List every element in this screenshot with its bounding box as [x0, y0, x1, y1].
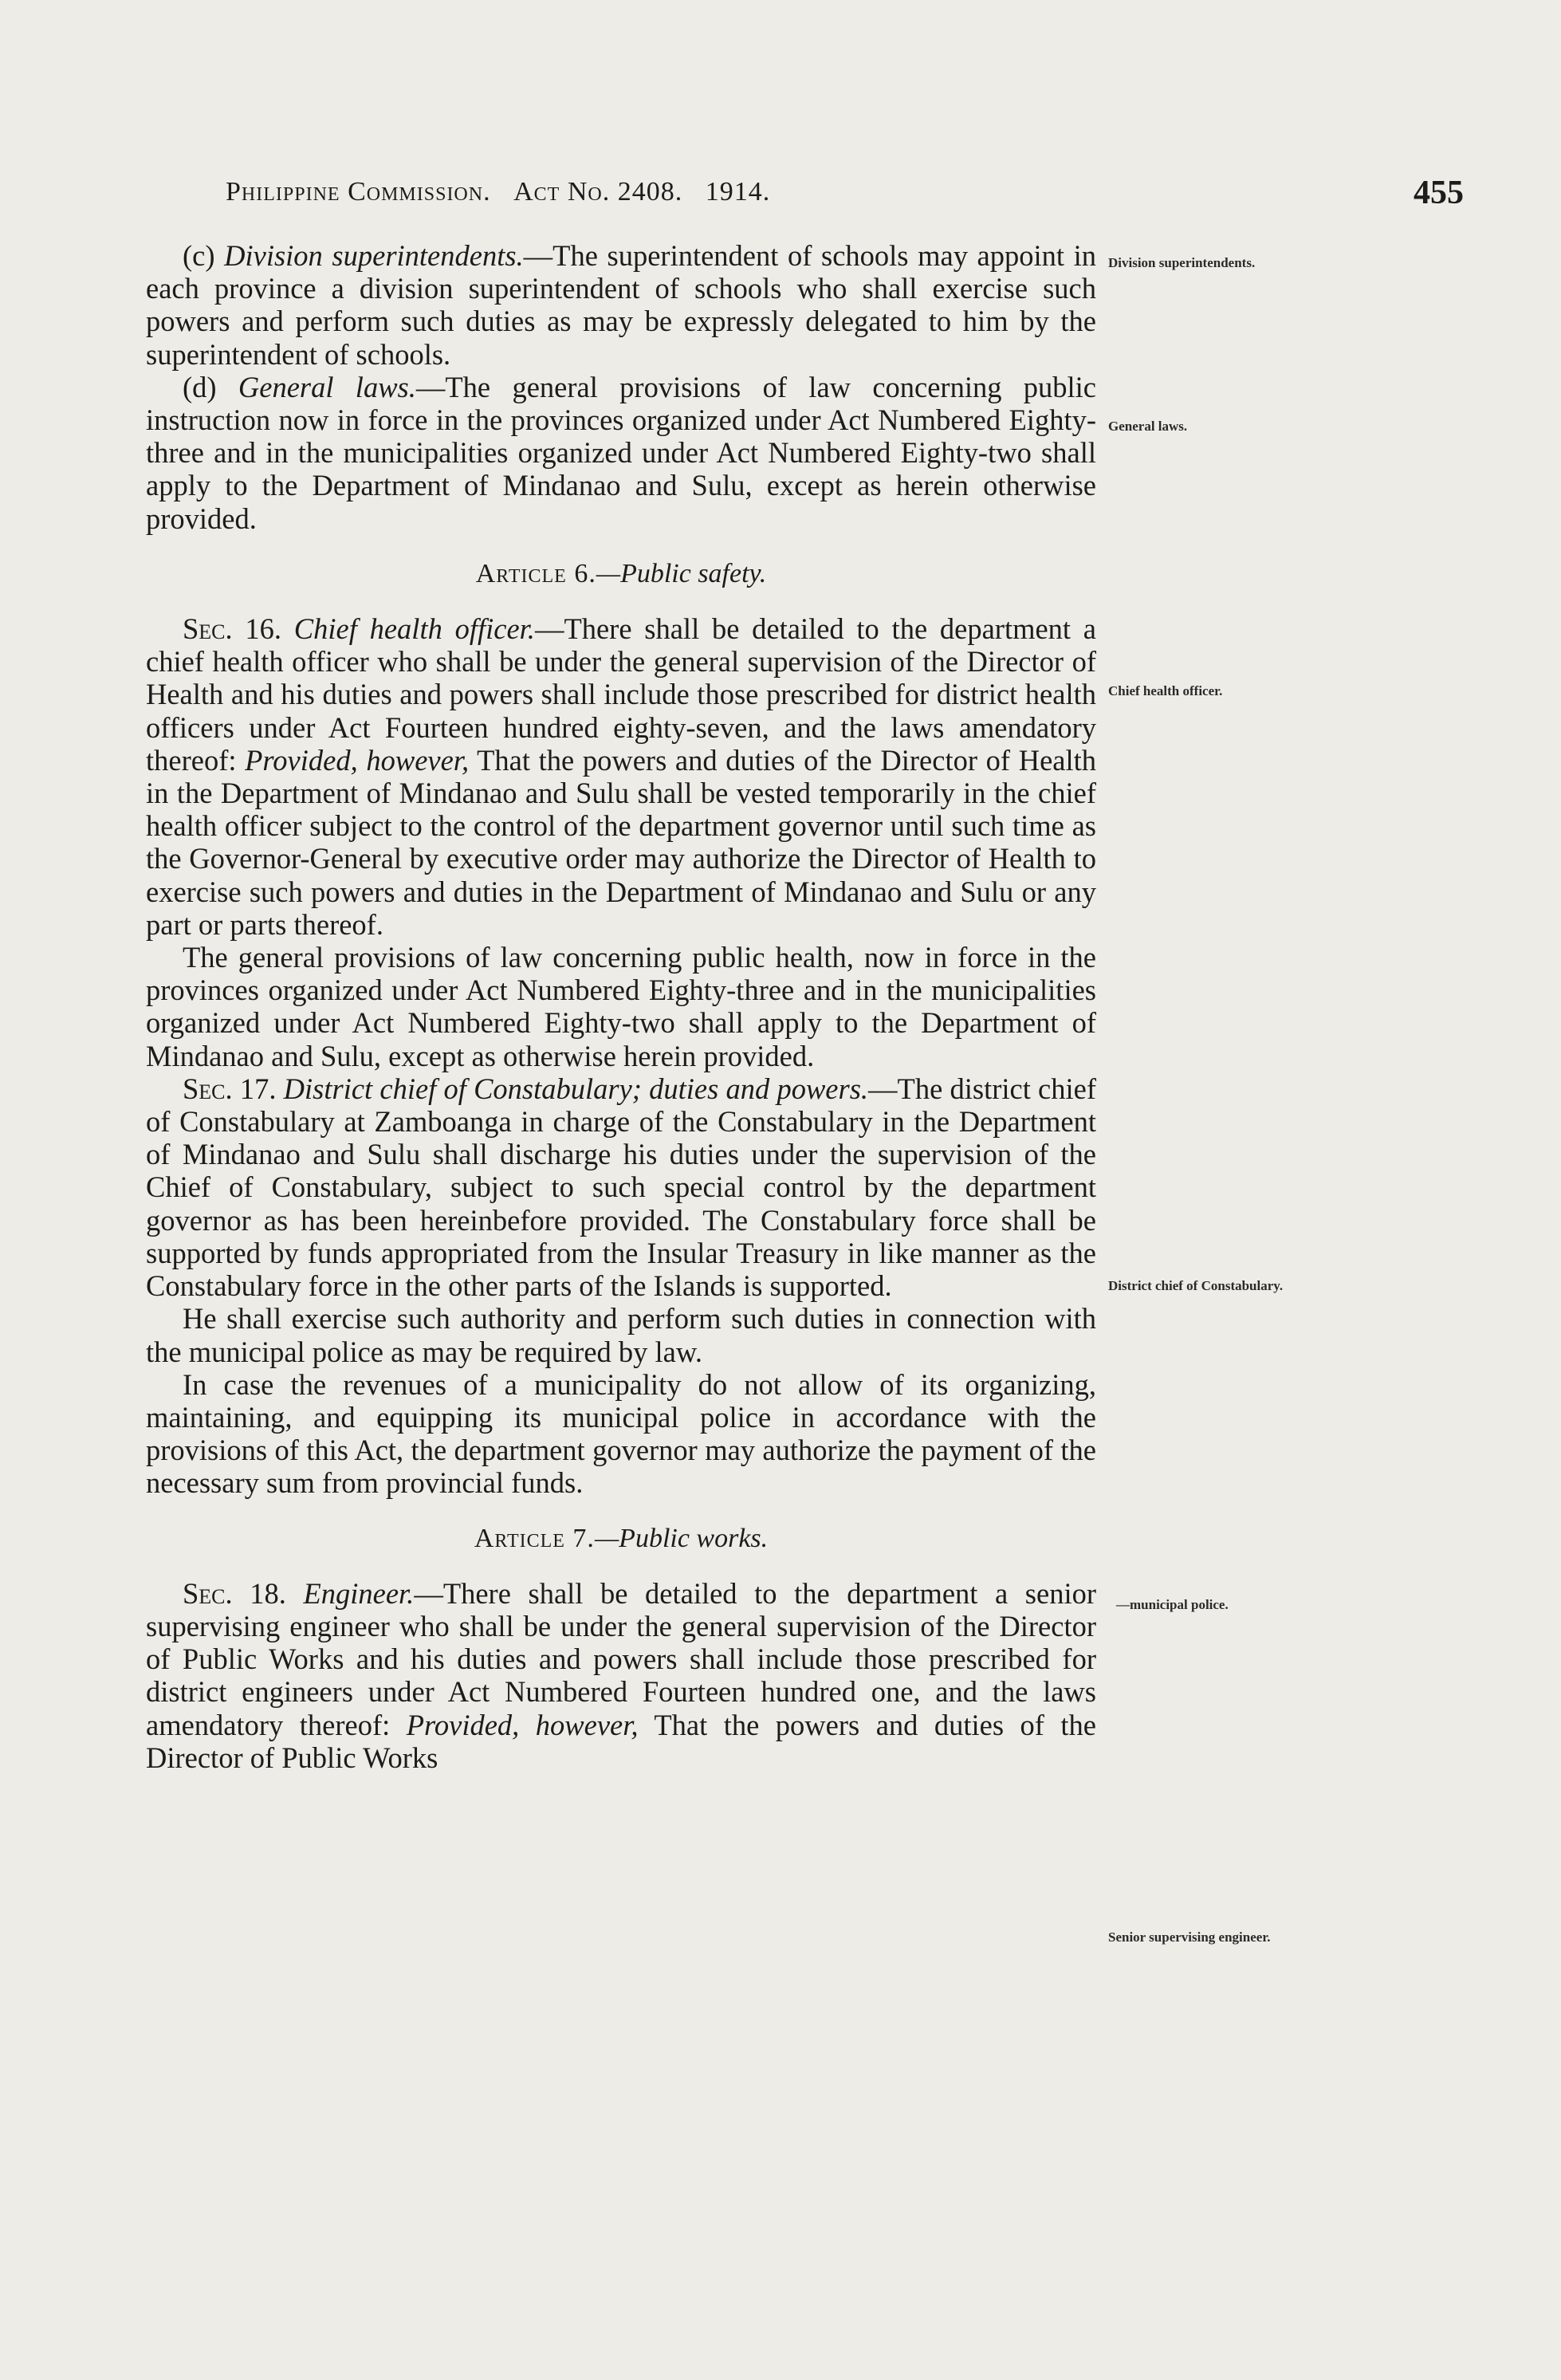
section-16: [146, 612, 1096, 941]
article-label: Article 6.: [475, 558, 596, 588]
section-text-continued: That the powers and duties of the Director of Health in the Department of Mindanao and Sulu shall be vested temporarily in the chief health officer subject to the control of the department governor until such time as the Governor-General by executive order may authorize the Director of Health to exercise such powers and duties in the Department of Mindanao and Sulu or any part or parts thereof.: [146, 743, 1096, 941]
article-title: —Public works.: [594, 1523, 769, 1553]
article-6-heading: [146, 557, 1096, 590]
section-title: District chief of Constabulary; duties and powers.: [283, 1072, 869, 1105]
clause-label: (d): [183, 370, 217, 403]
clause-title: Division superintendents.: [224, 239, 524, 272]
margin-note-chief-health-officer: Chief health officer.: [1108, 683, 1223, 698]
article-title: —Public safety.: [596, 558, 767, 588]
article-label: Article 7.: [474, 1523, 595, 1553]
section-17: [146, 1072, 1096, 1302]
section-title: Chief health officer.: [293, 612, 535, 646]
proviso: Provided, however,: [245, 743, 470, 777]
clause-label: (c): [183, 239, 215, 272]
page-number: 455: [1414, 175, 1464, 211]
section-number: Sec. 17.: [183, 1072, 277, 1105]
act-year: 1914.: [705, 177, 771, 207]
paragraph-municipal-police: He shall exercise such authority and perform such duties in connection with the municipal police as may be required by law.: [146, 1302, 1096, 1368]
running-head: [226, 177, 770, 207]
margin-note-general-laws: General laws.: [1108, 419, 1188, 434]
margin-note-municipal-police: —municipal police.: [1116, 1597, 1229, 1612]
margin-note-division-superintendents: Division superintendents.: [1108, 255, 1256, 270]
section-18: [146, 1577, 1096, 1774]
section-text-continued: That the powers and duties of the Director of Public Works: [146, 1708, 1097, 1774]
paragraph-provincial-funds: In case the revenues of a municipality do not allow of its organizing, maintaining, and equipping its municipal police in accordance with the provisions of this Act, the department governor may authorize the payment of the necessary sum from provincial funds.: [146, 1367, 1096, 1500]
article-7-heading: [146, 1522, 1096, 1555]
clause-text: —The superintendent of schools may appoint in each province a division superintendent of schools who shall exercise such powers and perform such duties as may be expressly delegated to him by the superintendent of schools.: [146, 239, 1097, 371]
section-number: Sec. 16.: [183, 612, 282, 646]
clause-title: General laws.: [238, 370, 416, 403]
paragraph-public-health: The general provisions of law concerning public health, now in force in the provinces organized under Act Numbered Eighty-three and in the municipalities organized under Act Numbered Eighty-two shall apply to the Department of Mindanao and Sulu, except as otherwise herein provided.: [146, 941, 1096, 1072]
proviso: Provided, however,: [406, 1708, 639, 1741]
clause-text: —The general provisions of law concerning public instruction now in force in the provinces organized under Act Numbered Eighty-three and in the municipalities organized under Act Numbered Eighty-two shall apply to the Department of Mindanao and Sulu, except as herein otherwise provided.: [146, 370, 1097, 535]
section-text: —The district chief of Constabulary at Zamboanga in charge of the Constabulary in the Department of Mindanao and Sulu shall discharge his duties under the supervision of the Chief of Constabulary, subject to such special control by the department governor as has been hereinbefore provided. The Constabulary force shall be supported by funds appropriated from the Insular Treasury in like manner as the Constabulary force in the other parts of the Islands is supported.: [146, 1072, 1096, 1303]
act-number: Act No. 2408.: [513, 177, 683, 207]
paragraph-general-laws: [146, 371, 1096, 535]
main-text-column: [146, 239, 1096, 1774]
running-title: Philippine Commission.: [226, 177, 491, 207]
margin-note-district-chief: District chief of Constabulary.: [1108, 1278, 1284, 1293]
section-title: Engineer.: [303, 1576, 415, 1610]
section-text: —There shall be detailed to the department a chief health officer who shall be under the general supervision of the Director of Health and his duties and powers shall include those prescribed for district health officers under Act Fourteen hundred eighty-seven, and the laws amendatory thereof:: [146, 612, 1097, 777]
paragraph-division-superintendents: [146, 239, 1096, 371]
margin-note-senior-engineer: Senior supervising engineer.: [1108, 1930, 1271, 1945]
section-number: Sec. 18.: [183, 1576, 286, 1610]
section-text: —There shall be detailed to the department a senior supervising engineer who shall be under the general supervision of the Director of Public Works and his duties and powers shall include those prescribed for district engineers under Act Numbered Fourteen hundred one, and the laws amendatory thereof:: [146, 1576, 1096, 1741]
